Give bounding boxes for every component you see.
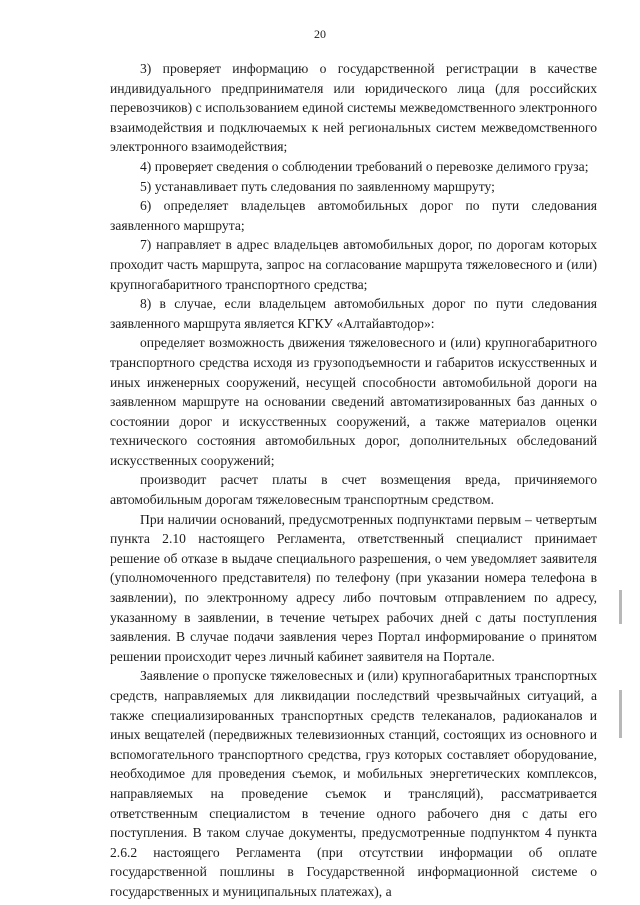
scan-margin-mark [619,690,622,738]
paragraph-item-5: 5) устанавливает путь следования по заявленному маршруту; [140,178,495,194]
paragraph-item-6: 6) определяет владельцев автомобильных дорог по пути следования заявленного маршрута; [110,198,597,233]
page-number: 20 [314,27,326,41]
document-body [110,59,597,902]
paragraph-item-4: 4) проверяет сведения о соблюдении требований о перевозке делимого груза; [140,158,589,174]
paragraph-refusal: При наличии оснований, предусмотренных подпунктами первым – четвертым пункта 2.10 настоящего Регламента, ответственный специалист принимает решение об отказе в выдаче специального разрешения, о чем уведомляет заявителя (уполномоченного представителя) по телефону (при указании номера телефона в заявлении), по электронному адресу либо почтовым отправлением по адресу, указанному в заявлении, в течение четырех рабочих дней с даты поступления заявления. В случае подачи заявления через Портал информирование о принятом решении происходит через личный кабинет заявителя на Портале. [110,511,597,664]
scan-margin-mark [619,590,622,624]
paragraph-item-8: 8) в случае, если владельцем автомобильных дорог по пути следования заявленного маршрута является КГКУ «Алтайавтодор»: [110,296,597,331]
paragraph-damage-fee: производит расчет платы в счет возмещения вреда, причиняемого автомобильным дорогам тяжеловесным транспортным средством. [110,472,597,508]
paragraph-item-7: 7) направляет в адрес владельцев автомобильных дорог, по дорогам которых проходит часть маршрута, запрос на согласование маршрута тяжеловесного и (или) крупногабаритного транспортного средства; [110,237,597,292]
paragraph-item-3: 3) проверяет информацию о государственной регистрации в качестве индивидуального предпринимателя или юридического лица (для российских перевозчиков) с использованием единой системы межведомственного электронного взаимодействия и подключаемых к ней региональных систем межведомственного электронного взаимодействия; [110,61,597,155]
paragraph-emergency-vehicles: Заявление о пропуске тяжеловесных и (или) крупногабаритных транспортных средств, направляемых для ликвидации последствий чрезвычайных ситуаций, а также специализированных транспортных средств телеканалов, радиоканалов и иных вещателей (передвижных телевизионных станций, состоящих из основного и вспомогательного транспортного средства, груз которых составляет оборудование, необходимое для проведения съемок, и мобильных энергетических комплексов, направляемых на проведение съемок и трансляций), рассматривается ответственным специалистом в течение одного рабочего дня с даты его поступления. В таком случае документы, предусмотренные подпунктом 4 пункта 2.6.2 настоящего Регламента (при отсутствии информации об оплате государственной пошлины в Государственной информационной системе о государственных и муниципальных платежах), а [110,668,597,899]
paragraph-capability-check: определяет возможность движения тяжеловесного и (или) крупногабаритного транспортного средства исходя из грузоподъемности и габаритов искусственных и иных инженерных сооружений, несущей способности автомобильной дороги на заявленном маршруте на основании сведений автоматизированных баз данных о состоянии дорог и искусственных сооружений, а также материалов оценки технического состояния автомобильных дорог, дополнительных обследований искусственных сооружений; [110,335,597,468]
